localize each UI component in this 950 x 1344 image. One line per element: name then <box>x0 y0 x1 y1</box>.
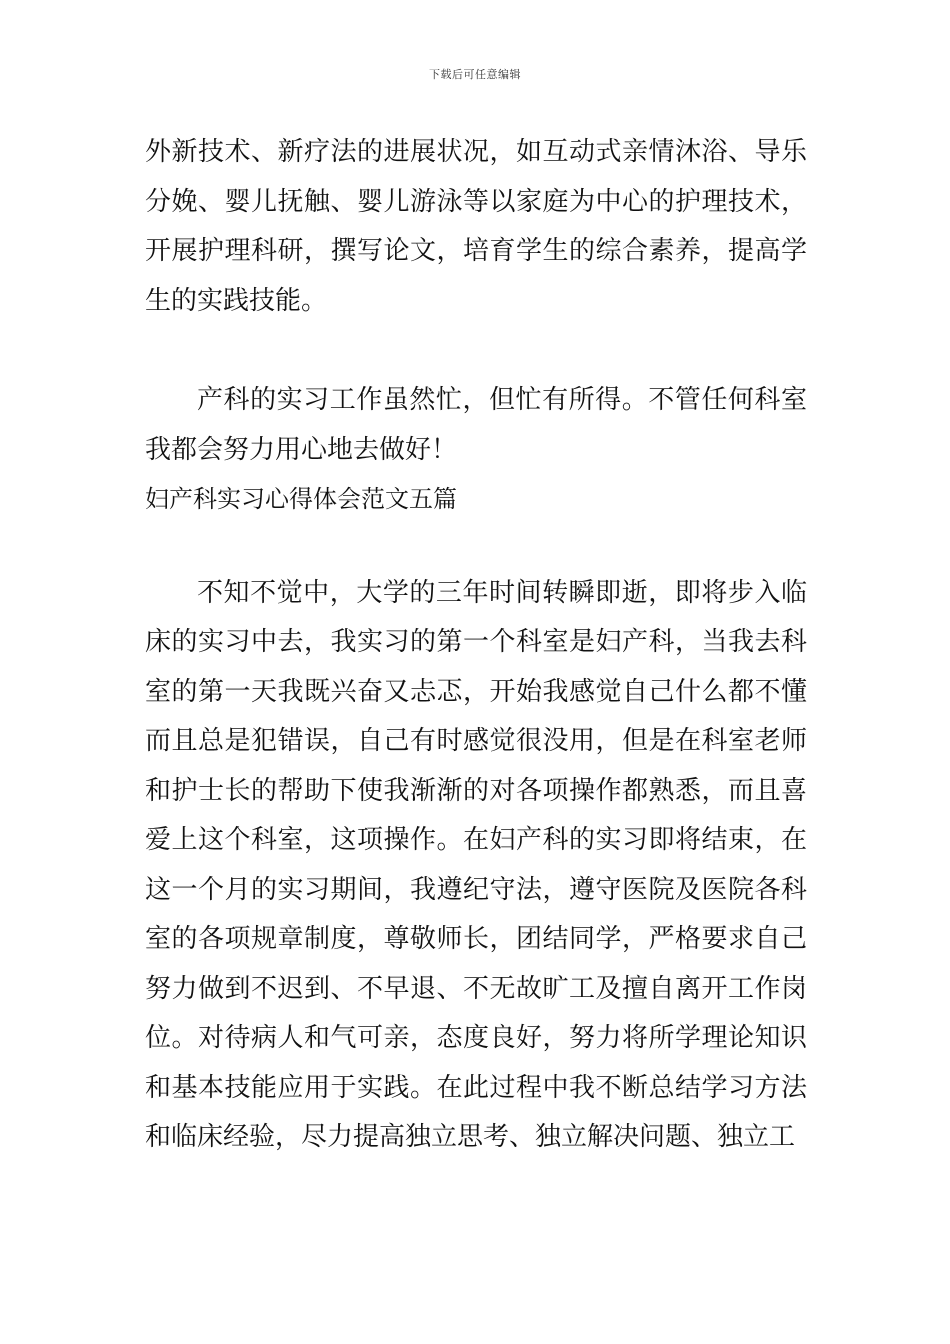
paragraph-internship-reflection: 不知不觉中，大学的三年时间转瞬即逝，即将步入临床的实习中去，我实习的第一个科室是妇产科，当我去科室的第一天我既兴奋又忐忑，开始我感觉自己什么都不懂而且总是犯错误，自己有时感觉很没用，但是在科室老师和护士长的帮助下使我渐渐的对各项操作都熟悉，而且喜爱上这个科室，这项操作。在妇产科的实习即将结束，在这一个月的实习期间，我遵纪守法，遵守医院及医院各科室的各项规章制度，尊敬师长，团结同学，严格要求自己努力做到不迟到、不早退、不无故旷工及擅自离开工作岗位。对待病人和气可亲，态度良好，努力将所学理论知识和基本技能应用于实践。在此过程中我不断总结学习方法和临床经验，尽力提高独立思考、独立解决问题、独立工 <box>145 577 807 1152</box>
document-body <box>145 128 807 1163</box>
section-heading: 妇产科实习心得体会范文五篇 <box>145 485 457 513</box>
paragraph-obstetrics-summary: 产科的实习工作虽然忙，但忙有所得。不管任何科室我都会努力用心地去做好！ <box>145 385 807 465</box>
page-header-note: 下载后可任意编辑 <box>429 68 521 81</box>
paragraph-continuation: 外新技术、新疗法的进展状况，如互动式亲情沐浴、导乐分娩、婴儿抚触、婴儿游泳等以家庭为中心的护理技术，开展护理科研，撰写论文，培育学生的综合素养，提高学生的实践技能。 <box>145 137 807 316</box>
